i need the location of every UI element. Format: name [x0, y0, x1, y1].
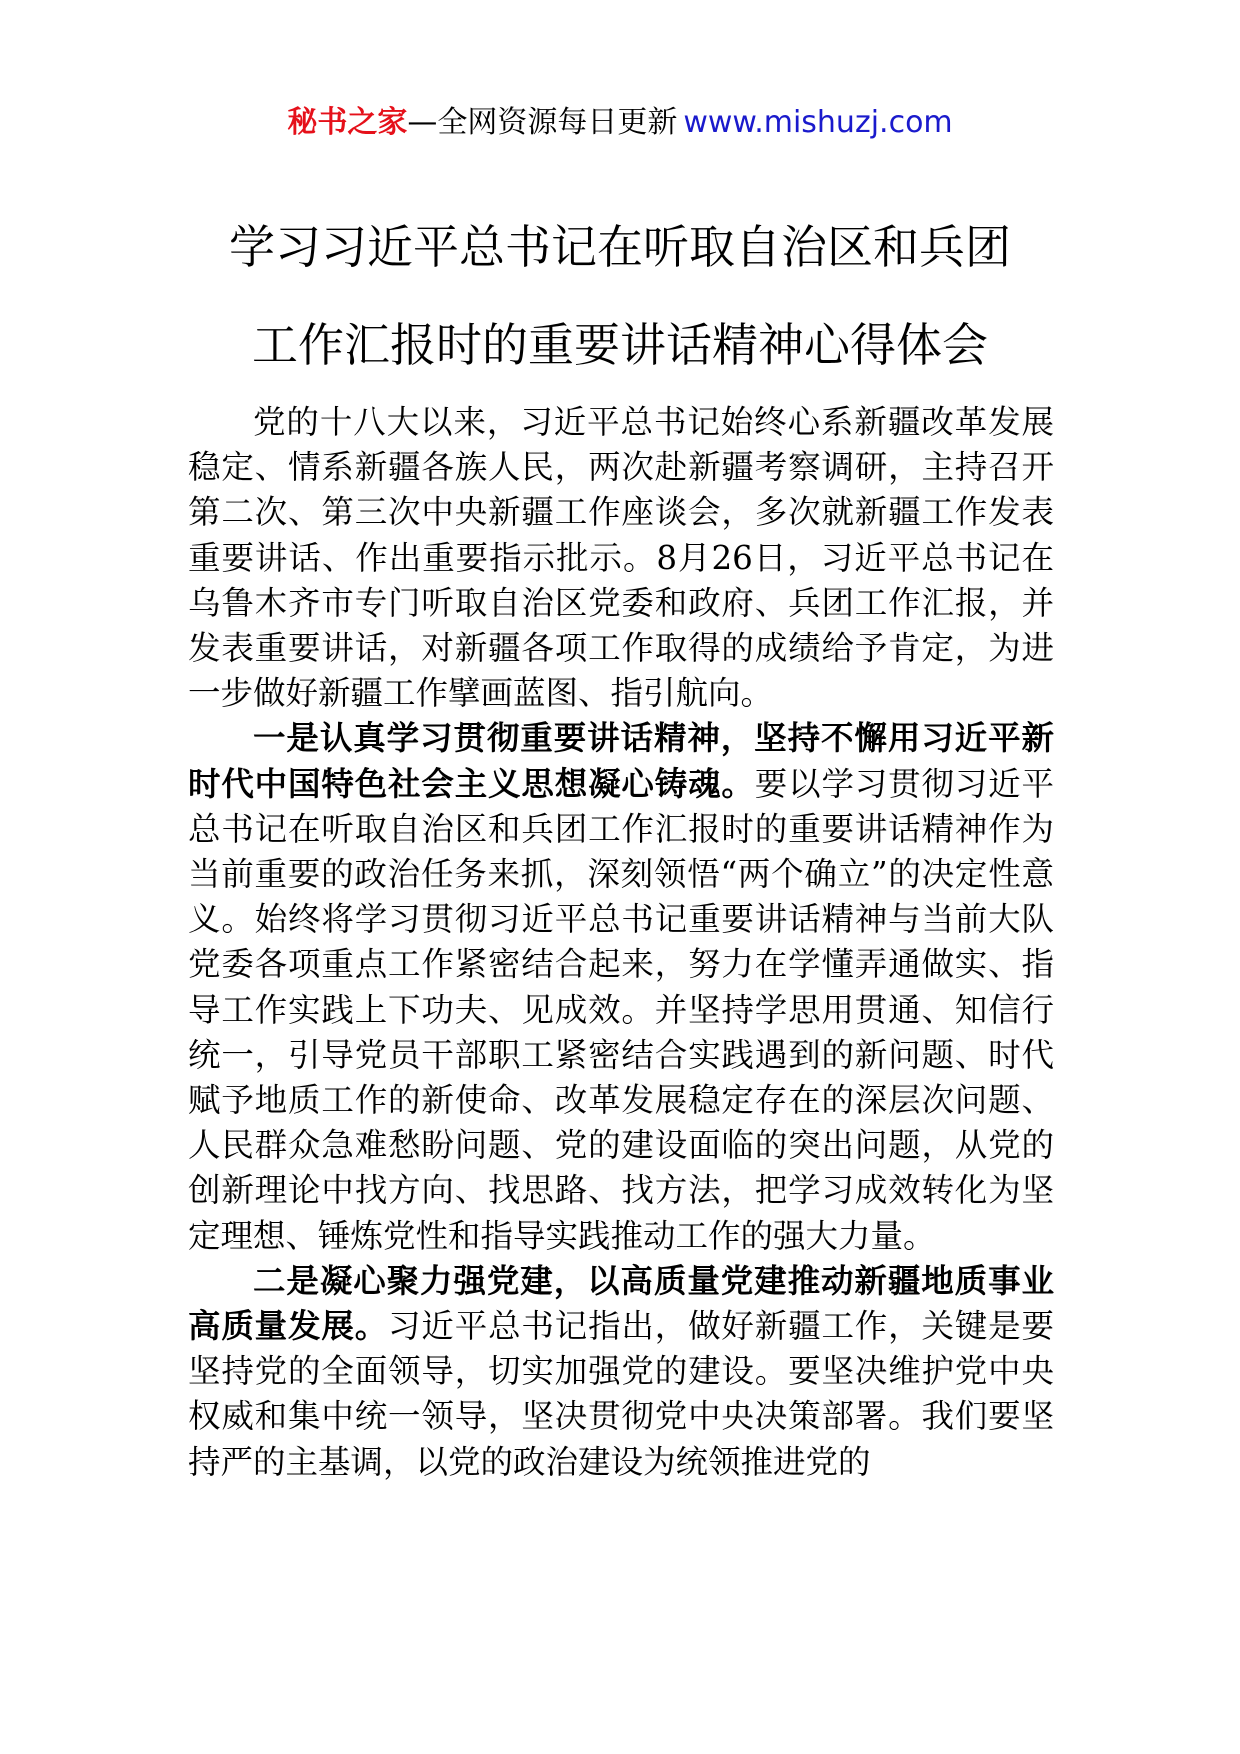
paragraph-intro-text: 党的十八大以来，习近平总书记始终心系新疆改革发展稳定、情系新疆各族人民，两次赴新疆考察调研，主持召开第二次、第三次中央新疆工作座谈会，多次就新疆工作发表重要讲话、作出重要指示批示。8月26日，习近平总书记在乌鲁木齐市专门听取自治区党委和政府、兵团工作汇报，并发表重要讲话，对新疆各项工作取得的成绩给予肯定，为进一步做好新疆工作擘画蓝图、指引航向。 [188, 403, 1054, 713]
paragraph-intro [188, 400, 1054, 716]
site-brand: 秘书之家 [287, 105, 408, 140]
document-title-line-2: 工作汇报时的重要讲话精神心得体会 [252, 318, 988, 372]
document-body [188, 400, 1054, 1485]
paragraph-point-two [188, 1259, 1054, 1485]
site-tagline: —全网资源每日更新 [407, 105, 678, 140]
paragraph-point-two-text: 习近平总书记指出，做好新疆工作，关键是要坚持党的全面领导，切实加强党的建设。要坚决维护党中央权威和集中统一领导，坚决贯彻党中央决策部署。我们要坚持严的主基调，以党的政治建设为统领推进党的 [188, 1307, 1054, 1481]
paragraph-point-one [188, 716, 1054, 1258]
document-title-line-1: 学习习近平总书记在听取自治区和兵团 [229, 220, 1011, 274]
paragraph-point-two-heading: 二是凝心聚力强党建，以高质量党建推动新疆地质事业高质量发展。 [188, 1261, 1054, 1346]
paragraph-point-one-heading: 一是认真学习贯彻重要讲话精神，坚持不懈用习近平新时代中国特色社会主义思想凝心铸魂。 [188, 719, 1054, 803]
site-url-link[interactable]: www.mishuzj.com [683, 105, 953, 140]
site-header [0, 103, 1240, 143]
paragraph-point-one-text: 要以学习贯彻习近平总书记在听取自治区和兵团工作汇报时的重要讲话精神作为当前重要的政治任务来抓，深刻领悟“两个确立”的决定性意义。始终将学习贯彻习近平总书记重要讲话精神与当前大队党委各项重点工作紧密结合起来，努力在学懂弄通做实、指导工作实践上下功夫、见成效。并坚持学思用贯通、知信行统一，引导党员干部职工紧密结合实践遇到的新问题、时代赋予地质工作的新使命、改革发展稳定存在的深层次问题、人民群众急难愁盼问题、党的建设面临的突出问题，从党的创新理论中找方向、找思路、找方法，把学习成效转化为坚定理想、锤炼党性和指导实践推动工作的强大力量。 [188, 764, 1054, 1255]
document-title [150, 198, 1090, 394]
